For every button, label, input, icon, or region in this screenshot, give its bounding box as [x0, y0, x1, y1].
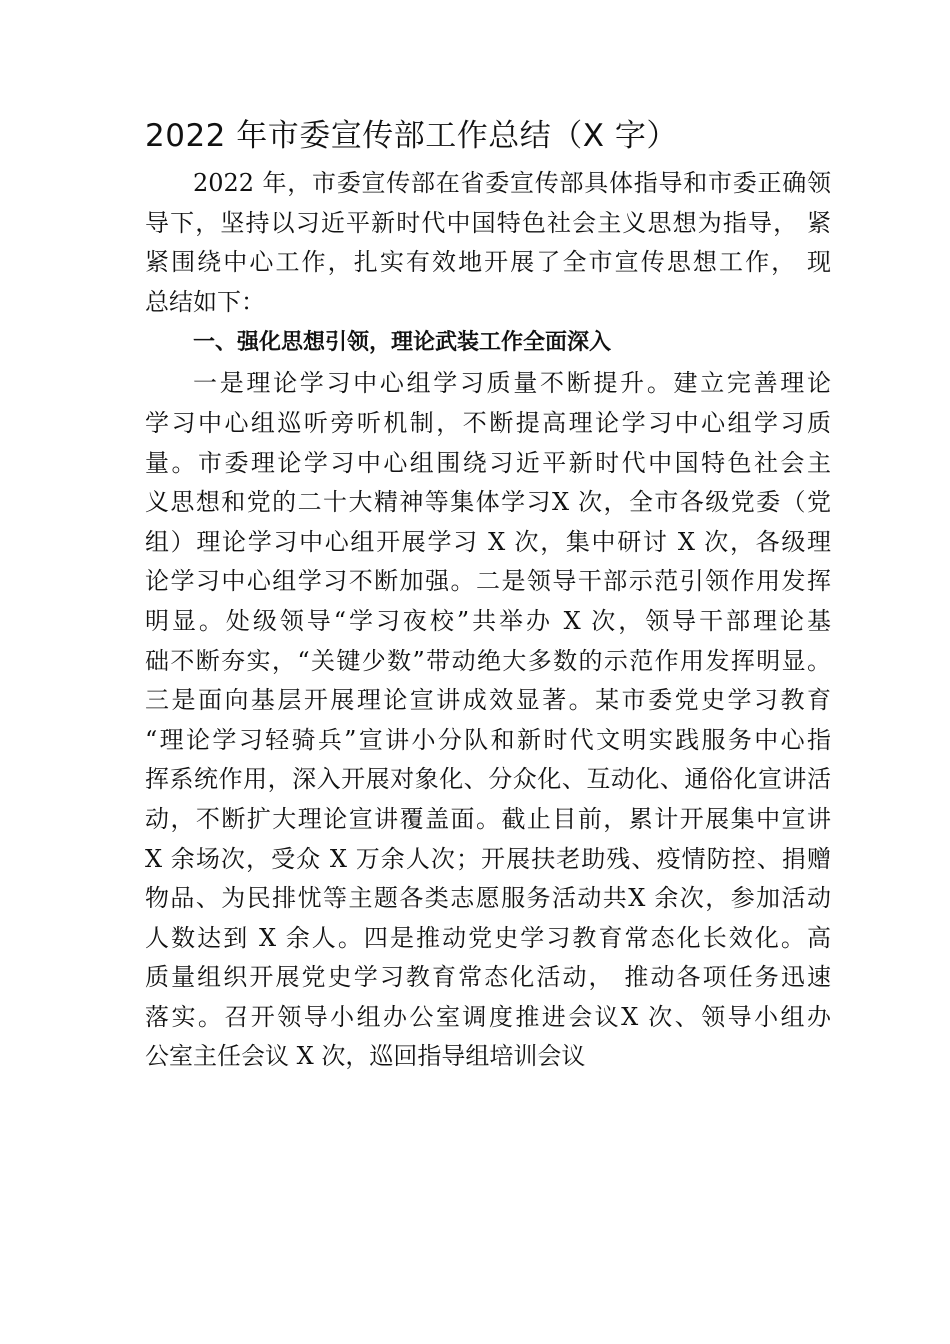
text-line: 一是理论学习中心组学习质量不断提升。建立完善理论: [193, 369, 831, 398]
document-title: 2022 年市委宣传部工作总结（X 字）: [145, 118, 678, 154]
text-line: 质量组织开展党史学习教育常态化活动， 推动各项任务迅速: [145, 963, 831, 992]
text-line: 总结如下：: [145, 287, 265, 316]
text-line: 2022 年，市委宣传部在省委宣传部具体指导和市委正确领: [193, 169, 831, 197]
text-line: 导下，坚持以习近平新时代中国特色社会主义思想为指导， 紧: [145, 208, 831, 237]
text-line: 明显。处级领导“学习夜校”共举办 X 次，领导干部理论基: [145, 606, 831, 635]
intro-paragraph: [145, 164, 831, 322]
section-heading: 一、强化思想引领，理论武装工作全面深入: [193, 330, 612, 356]
text-line: 义思想和党的二十大精神等集体学习X 次，全市各级党委（党: [145, 488, 831, 517]
text-line: 三是面向基层开展理论宣讲成效显著。某市委党史学习教育: [145, 686, 831, 715]
text-line: 紧围绕中心工作，扎实有效地开展了全市宣传思想工作， 现: [145, 248, 831, 277]
text-line: 落实。召开领导小组办公室调度推进会议X 次、领导小组办: [145, 1002, 831, 1031]
text-line: 挥系统作用，深入开展对象化、分众化、互动化、通俗化宣讲活: [145, 765, 831, 794]
text-line: “理论学习轻骑兵”宣讲小分队和新时代文明实践服务中心指: [145, 725, 831, 754]
text-line: 础不断夯实，“关键少数”带动绝大多数的示范作用发挥明显。: [145, 646, 831, 675]
text-line: 量。市委理论学习中心组围绕习近平新时代中国特色社会主: [145, 448, 831, 477]
text-line: X 余场次，受众 X 万余人次；开展扶老助残、疫情防控、捐赠: [145, 844, 831, 873]
text-line: 组）理论学习中心组开展学习 X 次，集中研讨 X 次，各级理: [145, 527, 831, 556]
body-paragraph: [145, 364, 831, 1077]
text-line: 学习中心组巡听旁听机制，不断提高理论学习中心组学习质: [145, 408, 831, 437]
document-page: [145, 114, 831, 1077]
text-line: 物品、为民排忧等主题各类志愿服务活动共X 余次，参加活动: [145, 884, 831, 913]
text-line: 公室主任会议 X 次，巡回指导组培训会议: [145, 1042, 586, 1071]
text-line: 动，不断扩大理论宣讲覆盖面。截止目前，累计开展集中宣讲: [145, 804, 831, 833]
text-line: 人数达到 X 余人。四是推动党史学习教育常态化长效化。高: [145, 923, 831, 952]
text-line: 论学习中心组学习不断加强。二是领导干部示范引领作用发挥: [145, 567, 831, 596]
